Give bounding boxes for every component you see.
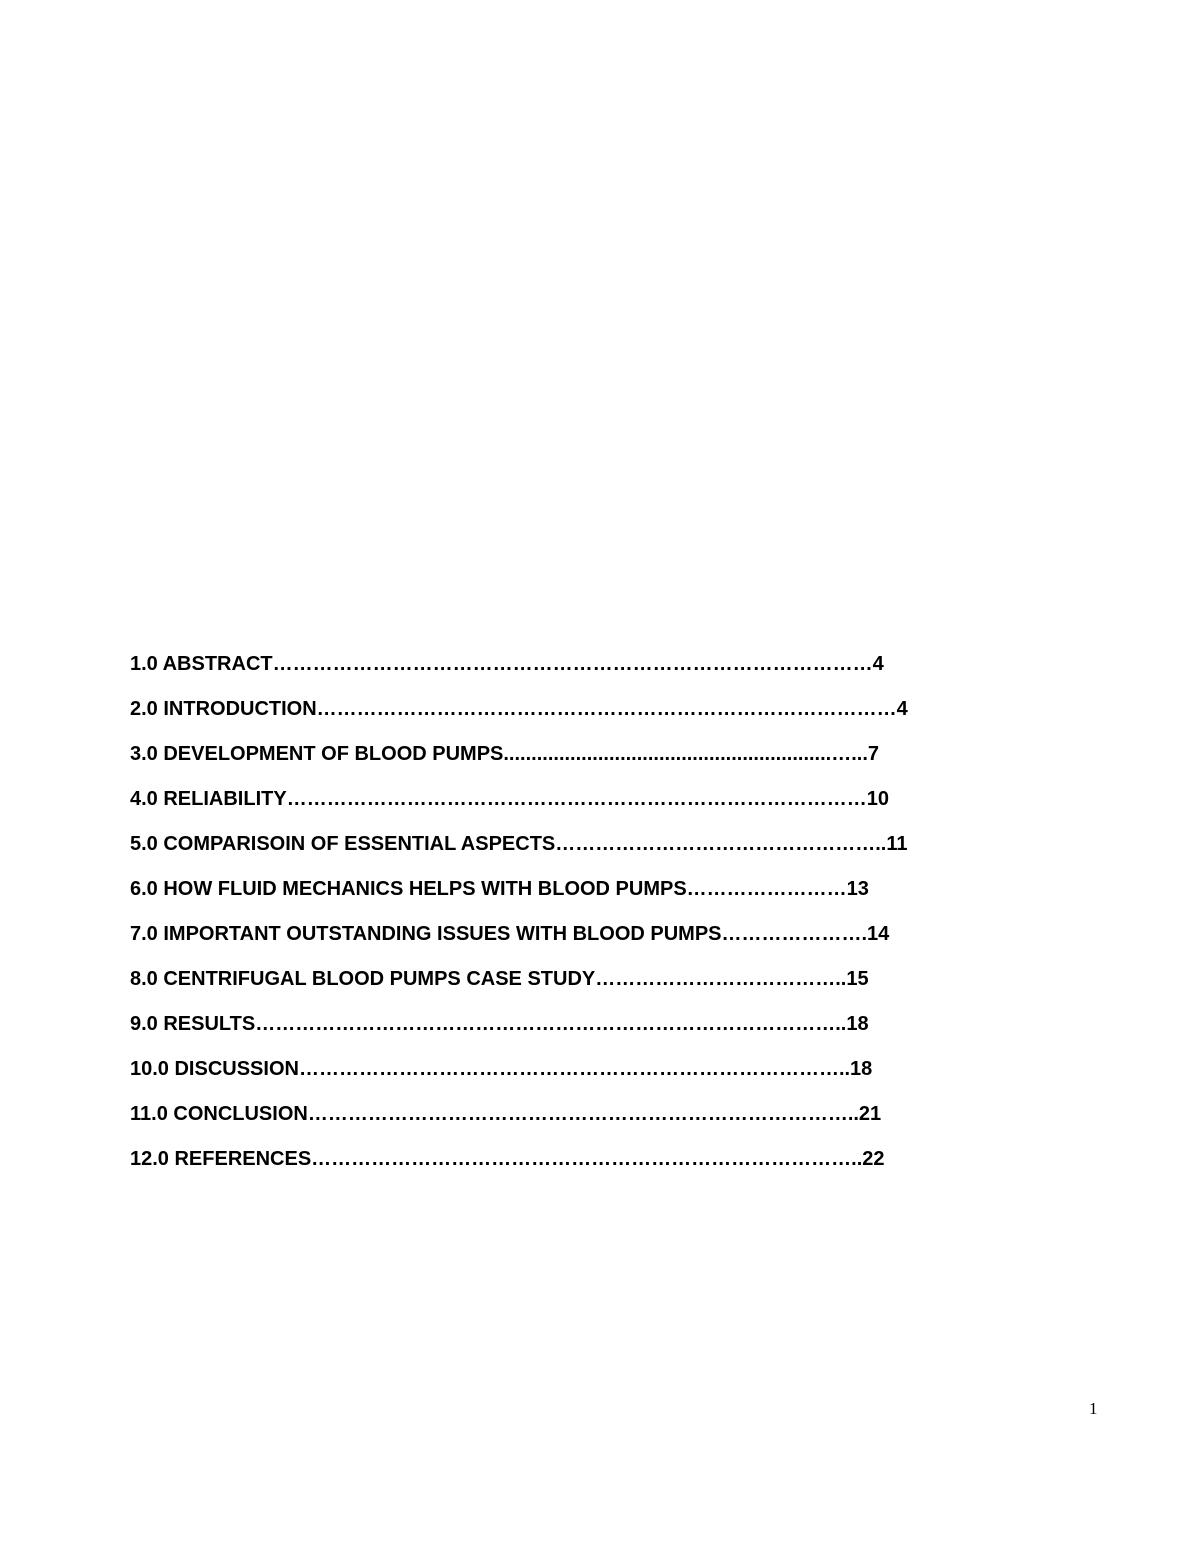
toc-entry-introduction: 2.0 INTRODUCTION……………………………………………………………………………4: [130, 698, 908, 720]
page-number: 1: [1089, 1399, 1098, 1418]
toc-entry-discussion: 10.0 DISCUSSION………………………………………………………………………..18: [130, 1058, 873, 1080]
toc-entry-comparison: 5.0 COMPARISOIN OF ESSENTIAL ASPECTS…………………………………………..11: [130, 833, 908, 855]
toc-entry-outstanding-issues: 7.0 IMPORTANT OUTSTANDING ISSUES WITH BLOOD PUMPS………………….14: [130, 923, 890, 945]
toc-entry-conclusion: 11.0 CONCLUSION………………………………………………………………………..21: [130, 1103, 882, 1125]
toc-entry-case-study: 8.0 CENTRIFUGAL BLOOD PUMPS CASE STUDY………………………………..15: [130, 968, 869, 990]
toc-entry-development: 3.0 DEVELOPMENT OF BLOOD PUMPS...........................................................…...7: [130, 743, 880, 765]
toc-entry-reliability: 4.0 RELIABILITY……………………………………………………………………………10: [130, 788, 889, 810]
toc-entry-fluid-mechanics: 6.0 HOW FLUID MECHANICS HELPS WITH BLOOD PUMPS……………………13: [130, 878, 869, 900]
table-of-contents: [130, 650, 1040, 1190]
toc-entry-references: 12.0 REFERENCES………………………………………………………………………..22: [130, 1148, 885, 1170]
toc-entry-results: 9.0 RESULTS……………………………………………………………………………..18: [130, 1013, 869, 1035]
toc-entry-abstract: 1.0 ABSTRACT………………………………………………………………………………4: [130, 653, 884, 675]
